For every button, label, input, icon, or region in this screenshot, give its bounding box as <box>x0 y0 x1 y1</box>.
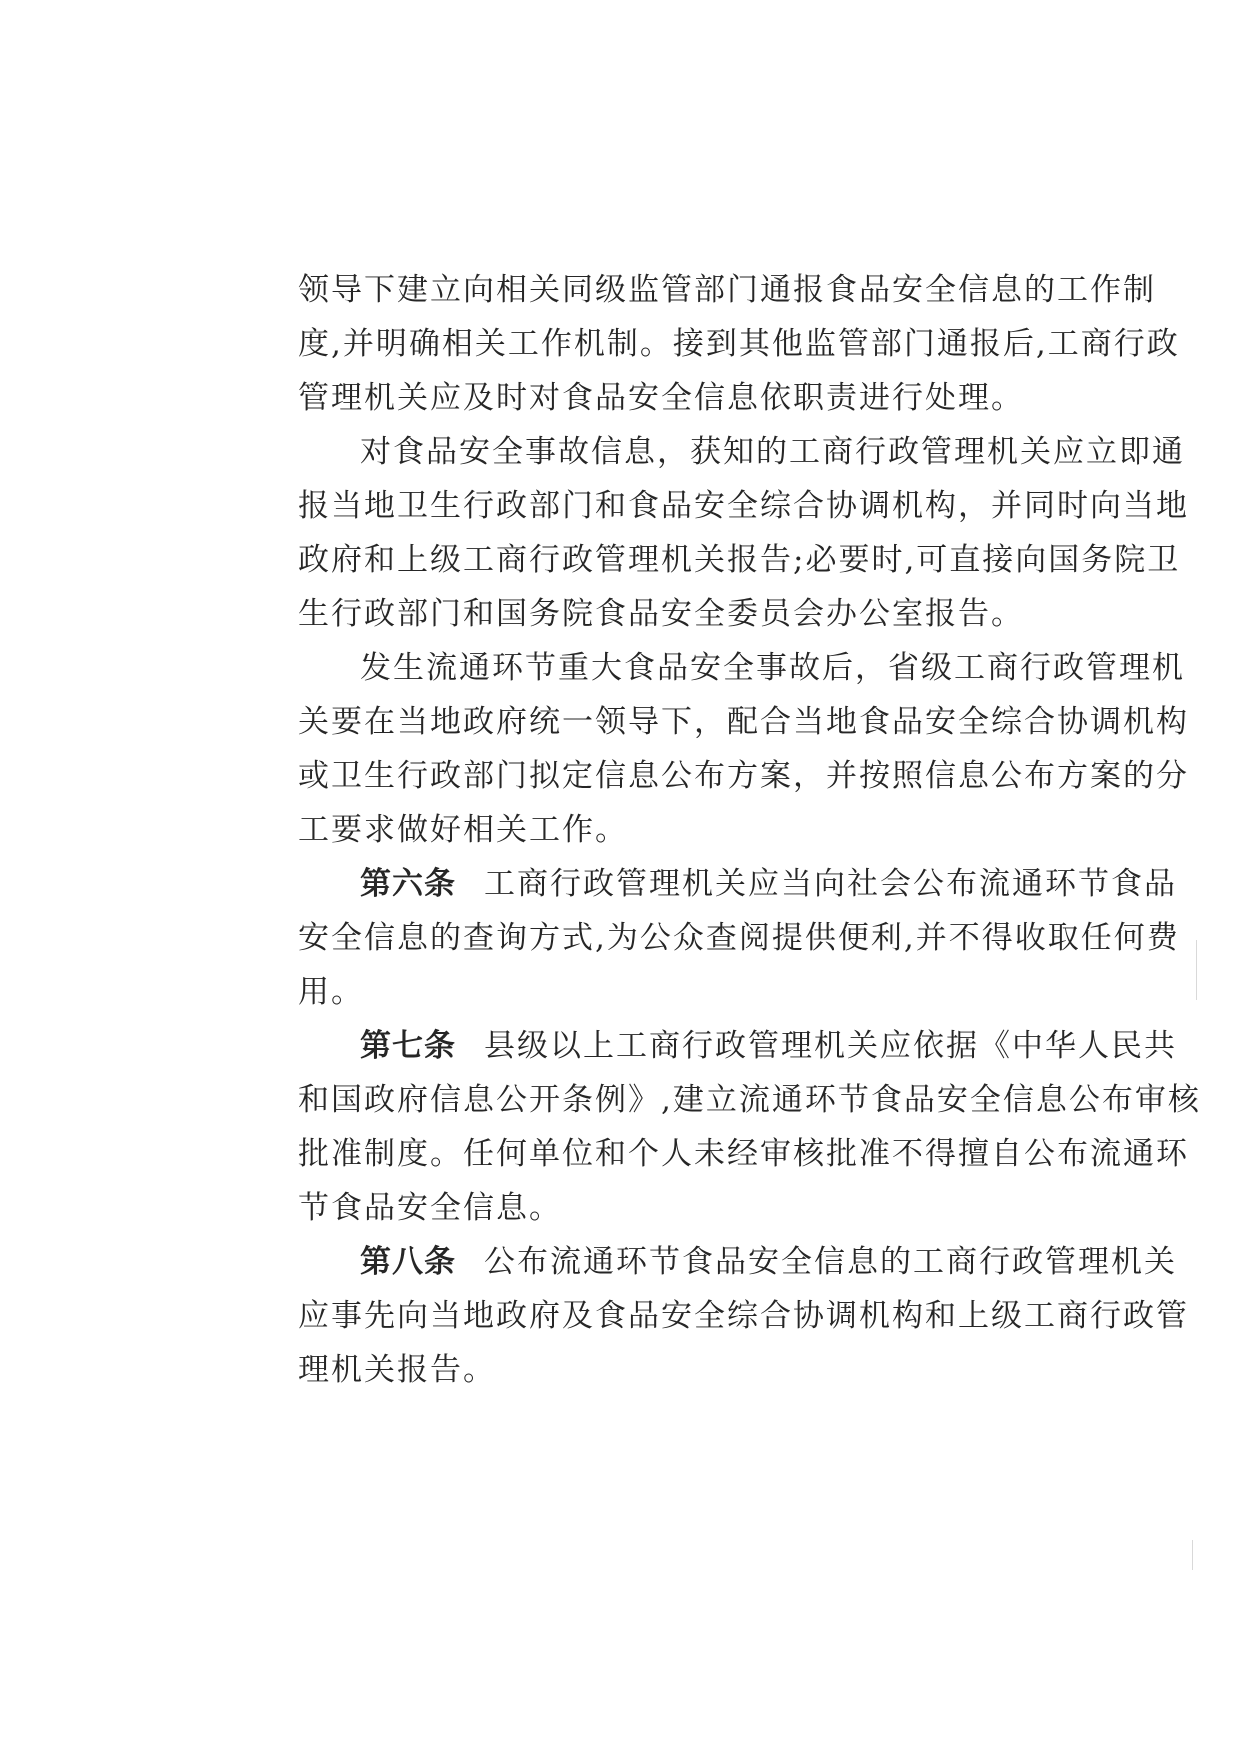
text-line: 安全信息的查询方式,为公众查阅提供便利,并不得收取任何费 <box>298 920 1180 956</box>
text-line: 节食品安全信息。 <box>298 1190 562 1226</box>
article-8-first-line <box>360 1240 1177 1284</box>
text-line: 工商行政管理机关应当向社会公布流通环节食品 <box>484 866 1177 902</box>
text-line: 批准制度。任何单位和个人未经审核批准不得擅自公布流通环 <box>298 1136 1189 1172</box>
text-line: 工要求做好相关工作。 <box>298 812 628 848</box>
text-line: 理机关报告。 <box>298 1352 496 1388</box>
text-line: 领导下建立向相关同级监管部门通报食品安全信息的工作制 <box>298 272 1156 308</box>
text-line: 应事先向当地政府及食品安全综合协调机构和上级工商行政管 <box>298 1298 1189 1334</box>
text-line: 公布流通环节食品安全信息的工商行政管理机关 <box>484 1244 1177 1280</box>
text-line: 关要在当地政府统一领导下，配合当地食品安全综合协调机构 <box>298 704 1189 740</box>
scan-edge-mark <box>1192 1540 1193 1570</box>
text-line: 生行政部门和国务院食品安全委员会办公室报告。 <box>298 596 1024 632</box>
text-line: 和国政府信息公开条例》,建立流通环节食品安全信息公布审核 <box>298 1082 1201 1118</box>
scan-edge-mark <box>1196 940 1197 1000</box>
text-line: 政府和上级工商行政管理机关报告;必要时,可直接向国务院卫 <box>298 542 1181 578</box>
article-6-first-line <box>360 862 1177 906</box>
text-line: 管理机关应及时对食品安全信息依职责进行处理。 <box>298 380 1024 416</box>
article-number: 第七条 <box>360 1028 456 1064</box>
article-7-first-line <box>360 1024 1177 1068</box>
text-line: 对食品安全事故信息，获知的工商行政管理机关应立即通 <box>360 434 1185 470</box>
article-number: 第八条 <box>360 1244 456 1280</box>
text-line: 报当地卫生行政部门和食品安全综合协调机构，并同时向当地 <box>298 488 1189 524</box>
text-line: 用。 <box>298 974 364 1010</box>
article-number: 第六条 <box>360 866 456 902</box>
text-line: 或卫生行政部门拟定信息公布方案，并按照信息公布方案的分 <box>298 758 1189 794</box>
text-line: 度,并明确相关工作机制。接到其他监管部门通报后,工商行政 <box>298 326 1180 362</box>
text-line: 县级以上工商行政管理机关应依据《中华人民共 <box>484 1028 1177 1064</box>
text-line: 发生流通环节重大食品安全事故后，省级工商行政管理机 <box>360 650 1185 686</box>
